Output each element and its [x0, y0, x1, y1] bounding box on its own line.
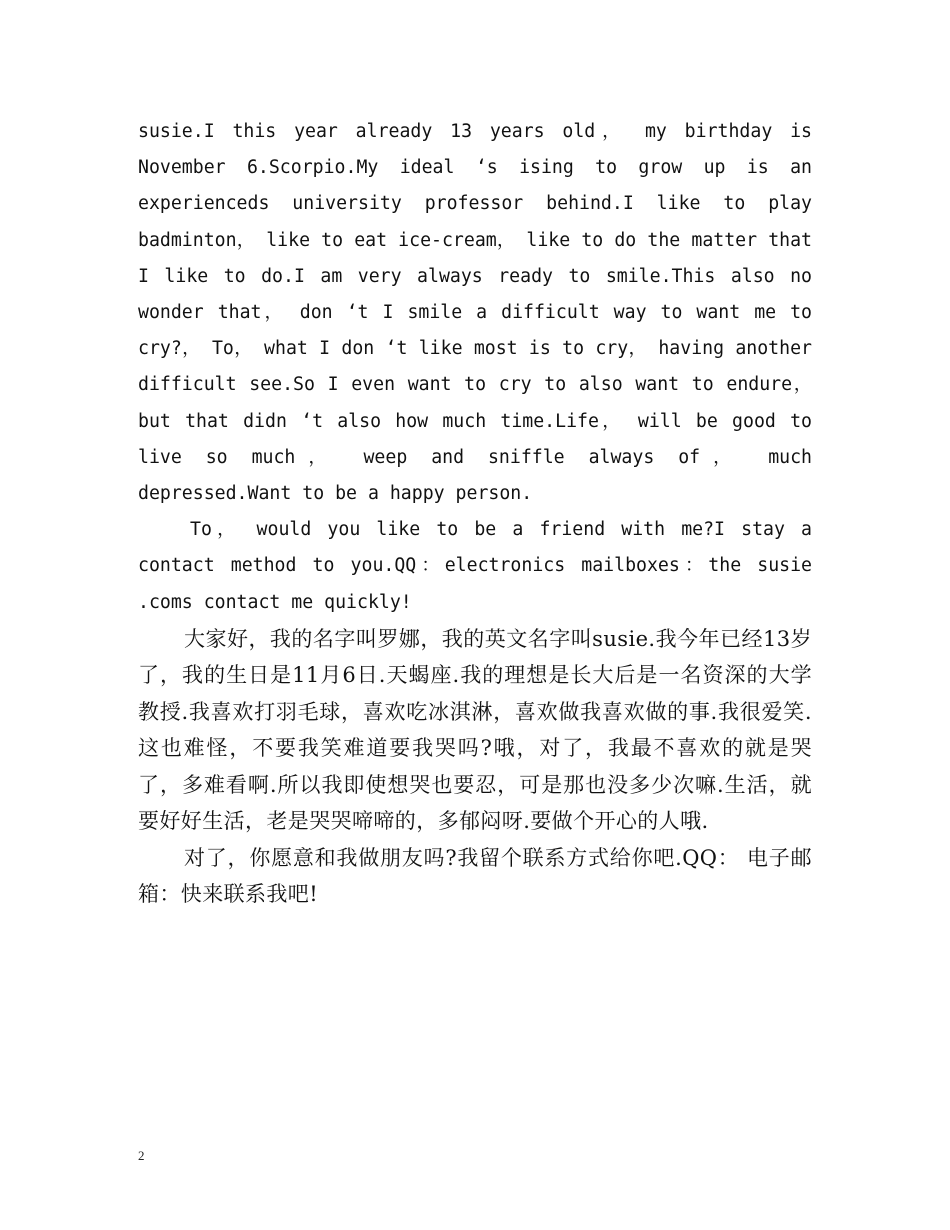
body-text	[138, 114, 812, 913]
page-number: 2	[138, 1148, 145, 1163]
chinese-paragraph-contact: 对了，你愿意和我做朋友吗?我留个联系方式给你吧.QQ： 电子邮箱：快来联系我吧!	[138, 845, 812, 907]
english-paragraph-intro: susie.I this year already 13 years old， my birthday is November 6.Scorpio.My ideal ‘s ising to grow up is an experienceds university professor behind.I like to play badminton， like to eat ice-cream， like to do the matter that I like to do.I am very always ready to smile.This also no wonder that， don ‘t I smile a difficult way to want me to cry?， To， what I don ‘t like most is to cry， having another difficult see.So I even want to cry to also want to endure， but that didn ‘t also how much time.Life， will be good to live so much， weep and sniffle always of， much depressed.Want to be a happy person.	[138, 121, 812, 505]
chinese-paragraph-intro: 大家好，我的名字叫罗娜，我的英文名字叫susie.我今年已经13岁了，我的生日是11月6日.天蝎座.我的理想是长大后是一名资深的大学教授.我喜欢打羽毛球，喜欢吃冰淇淋，喜欢做我喜欢做的事.我很爱笑.这也难怪，不要我笑难道要我哭吗?哦，对了，我最不喜欢的就是哭了，多难看啊.所以我即使想哭也要忍，可是那也没多少次嘛.生活，就要好好生活，老是哭哭啼啼的，多郁闷呀.要做个开心的人哦.	[138, 626, 812, 834]
english-paragraph-contact: To， would you like to be a friend with me?I stay a contact method to you.QQ：electronics mailboxes：the susie .coms contact me quickly!	[138, 519, 812, 613]
